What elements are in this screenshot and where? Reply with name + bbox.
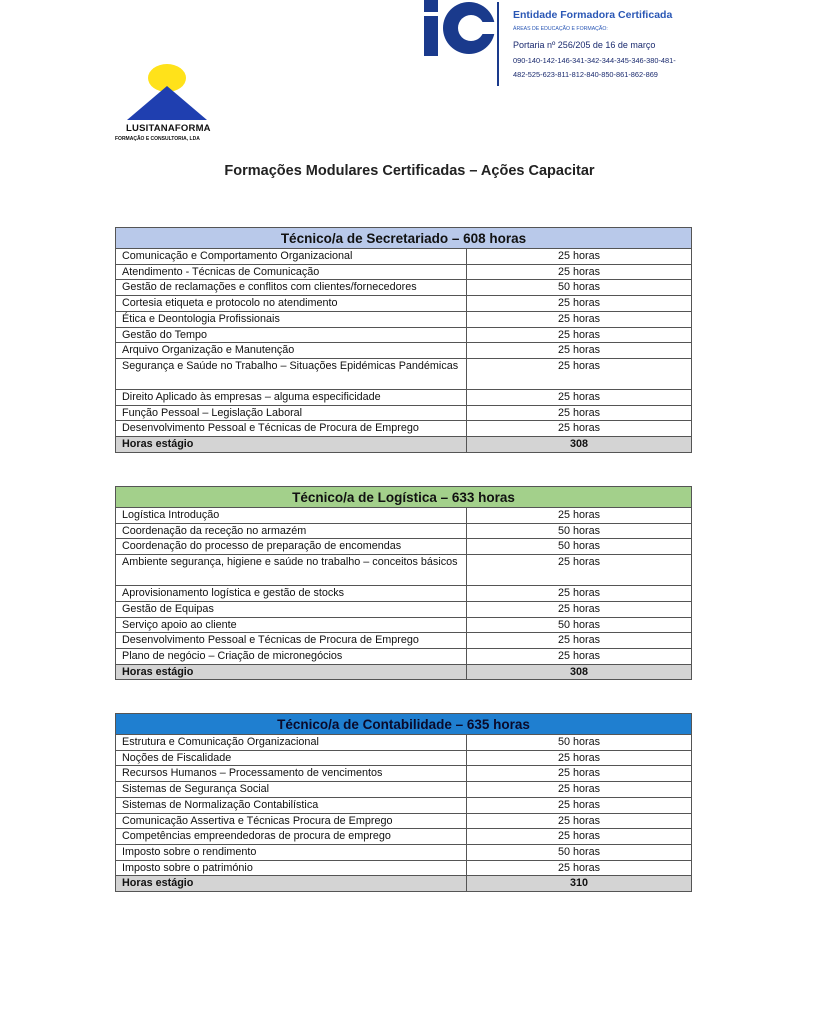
mountain-icon bbox=[127, 86, 207, 120]
logo-company-subtitle: FORMAÇÃO E CONSULTORIA, LDA bbox=[115, 136, 200, 142]
table-row bbox=[116, 358, 692, 389]
module-name: Plano de negócio – Criação de micronegócios bbox=[116, 648, 467, 664]
module-name: Atendimento - Técnicas de Comunicação bbox=[116, 264, 467, 280]
module-hours: 25 horas bbox=[467, 766, 692, 782]
table-row bbox=[116, 648, 692, 664]
certified-entity-label: Entidade Formadora Certificada bbox=[513, 9, 673, 21]
table-row bbox=[116, 311, 692, 327]
module-hours: 25 horas bbox=[467, 860, 692, 876]
module-hours: 25 horas bbox=[467, 405, 692, 421]
table-row bbox=[116, 813, 692, 829]
total-label: Horas estágio bbox=[116, 664, 467, 680]
module-name: Serviço apoio ao cliente bbox=[116, 617, 467, 633]
training-areas-label: ÁREAS DE EDUCAÇÃO E FORMAÇÃO: bbox=[513, 26, 608, 32]
module-name: Coordenação do processo de preparação de encomendas bbox=[116, 539, 467, 555]
module-name: Gestão do Tempo bbox=[116, 327, 467, 343]
table-row bbox=[116, 343, 692, 359]
table-row bbox=[116, 264, 692, 280]
module-hours: 25 horas bbox=[467, 389, 692, 405]
module-name: Competências empreendedoras de procura de emprego bbox=[116, 829, 467, 845]
course-heading: Técnico/a de Secretariado – 608 horas bbox=[116, 228, 692, 249]
module-hours: 50 horas bbox=[467, 523, 692, 539]
module-name: Ética e Deontologia Profissionais bbox=[116, 311, 467, 327]
module-hours: 25 horas bbox=[467, 555, 692, 586]
table-row bbox=[116, 735, 692, 751]
module-name: Coordenação da receção no armazém bbox=[116, 523, 467, 539]
module-name: Recursos Humanos – Processamento de vencimentos bbox=[116, 766, 467, 782]
table-row bbox=[116, 421, 692, 437]
module-hours: 25 horas bbox=[467, 358, 692, 389]
module-hours: 25 horas bbox=[467, 782, 692, 798]
table-row bbox=[116, 405, 692, 421]
course-heading: Técnico/a de Contabilidade – 635 horas bbox=[116, 714, 692, 735]
module-name: Desenvolvimento Pessoal e Técnicas de Procura de Emprego bbox=[116, 421, 467, 437]
course-heading: Técnico/a de Logística – 633 horas bbox=[116, 487, 692, 508]
total-value: 308 bbox=[467, 664, 692, 680]
module-name: Comunicação e Comportamento Organizacional bbox=[116, 249, 467, 265]
course-table-secretariado bbox=[115, 227, 692, 453]
module-name: Comunicação Assertiva e Técnicas Procura de Emprego bbox=[116, 813, 467, 829]
table-row bbox=[116, 389, 692, 405]
module-name: Sistemas de Normalização Contabilística bbox=[116, 797, 467, 813]
course-table-contabilidade bbox=[115, 713, 692, 892]
table-row bbox=[116, 829, 692, 845]
module-name: Gestão de reclamações e conflitos com clientes/fornecedores bbox=[116, 280, 467, 296]
module-hours: 50 horas bbox=[467, 280, 692, 296]
table-row bbox=[116, 586, 692, 602]
module-name: Imposto sobre o rendimento bbox=[116, 844, 467, 860]
module-hours: 50 horas bbox=[467, 844, 692, 860]
course-table-logistica bbox=[115, 486, 692, 680]
module-name: Imposto sobre o património bbox=[116, 860, 467, 876]
module-hours: 50 horas bbox=[467, 539, 692, 555]
module-name: Arquivo Organização e Manutenção bbox=[116, 343, 467, 359]
lusitanaforma-logo bbox=[112, 62, 242, 152]
table-row bbox=[116, 860, 692, 876]
module-name: Logística Introdução bbox=[116, 508, 467, 524]
total-label: Horas estágio bbox=[116, 876, 467, 892]
module-hours: 25 horas bbox=[467, 648, 692, 664]
total-row bbox=[116, 876, 692, 892]
module-name: Noções de Fiscalidade bbox=[116, 750, 467, 766]
module-hours: 25 horas bbox=[467, 264, 692, 280]
module-name: Aprovisionamento logística e gestão de stocks bbox=[116, 586, 467, 602]
table-row bbox=[116, 766, 692, 782]
module-hours: 50 horas bbox=[467, 617, 692, 633]
table-row bbox=[116, 844, 692, 860]
vertical-divider bbox=[497, 2, 499, 86]
module-hours: 25 horas bbox=[467, 633, 692, 649]
module-name: Segurança e Saúde no Trabalho – Situações Epidémicas Pandémicas bbox=[116, 358, 467, 389]
module-name: Função Pessoal – Legislação Laboral bbox=[116, 405, 467, 421]
module-hours: 25 horas bbox=[467, 797, 692, 813]
module-hours: 25 horas bbox=[467, 813, 692, 829]
module-hours: 25 horas bbox=[467, 829, 692, 845]
table-row bbox=[116, 327, 692, 343]
certification-block bbox=[421, 0, 711, 95]
table-row bbox=[116, 296, 692, 312]
module-name: Sistemas de Segurança Social bbox=[116, 782, 467, 798]
total-label: Horas estágio bbox=[116, 437, 467, 453]
module-hours: 25 horas bbox=[467, 249, 692, 265]
table-row bbox=[116, 555, 692, 586]
table-row bbox=[116, 508, 692, 524]
table-row bbox=[116, 750, 692, 766]
module-hours: 25 horas bbox=[467, 296, 692, 312]
module-hours: 25 horas bbox=[467, 508, 692, 524]
table-row bbox=[116, 280, 692, 296]
module-name: Estrutura e Comunicação Organizacional bbox=[116, 735, 467, 751]
module-hours: 25 horas bbox=[467, 311, 692, 327]
total-row bbox=[116, 437, 692, 453]
module-hours: 25 horas bbox=[467, 327, 692, 343]
total-row bbox=[116, 664, 692, 680]
module-hours: 25 horas bbox=[467, 343, 692, 359]
document-title: Formações Modulares Certificadas – Ações Capacitar bbox=[224, 163, 595, 179]
portaria-label: Portaria nº 256/205 de 16 de março bbox=[513, 40, 656, 50]
module-name: Ambiente segurança, higiene e saúde no trabalho – conceitos básicos bbox=[116, 555, 467, 586]
module-hours: 25 horas bbox=[467, 421, 692, 437]
table-row bbox=[116, 633, 692, 649]
total-value: 308 bbox=[467, 437, 692, 453]
module-hours: 25 horas bbox=[467, 601, 692, 617]
table-row bbox=[116, 797, 692, 813]
logo-company-name: LUSITANAFORMA bbox=[126, 123, 211, 134]
module-name: Direito Aplicado às empresas – alguma especificidade bbox=[116, 389, 467, 405]
table-row bbox=[116, 601, 692, 617]
module-name: Desenvolvimento Pessoal e Técnicas de Procura de Emprego bbox=[116, 633, 467, 649]
module-hours: 50 horas bbox=[467, 735, 692, 751]
module-name: Cortesia etiqueta e protocolo no atendimento bbox=[116, 296, 467, 312]
table-row bbox=[116, 617, 692, 633]
module-hours: 25 horas bbox=[467, 750, 692, 766]
ic-logo-icon bbox=[421, 0, 497, 60]
area-codes: 090-140-142-146-341-342-344-345-346-380-481-482-525-623-811-812-840-850-861-862-869 bbox=[513, 56, 676, 79]
total-value: 310 bbox=[467, 876, 692, 892]
table-row bbox=[116, 539, 692, 555]
table-row bbox=[116, 523, 692, 539]
table-row bbox=[116, 249, 692, 265]
module-name: Gestão de Equipas bbox=[116, 601, 467, 617]
module-hours: 25 horas bbox=[467, 586, 692, 602]
table-row bbox=[116, 782, 692, 798]
